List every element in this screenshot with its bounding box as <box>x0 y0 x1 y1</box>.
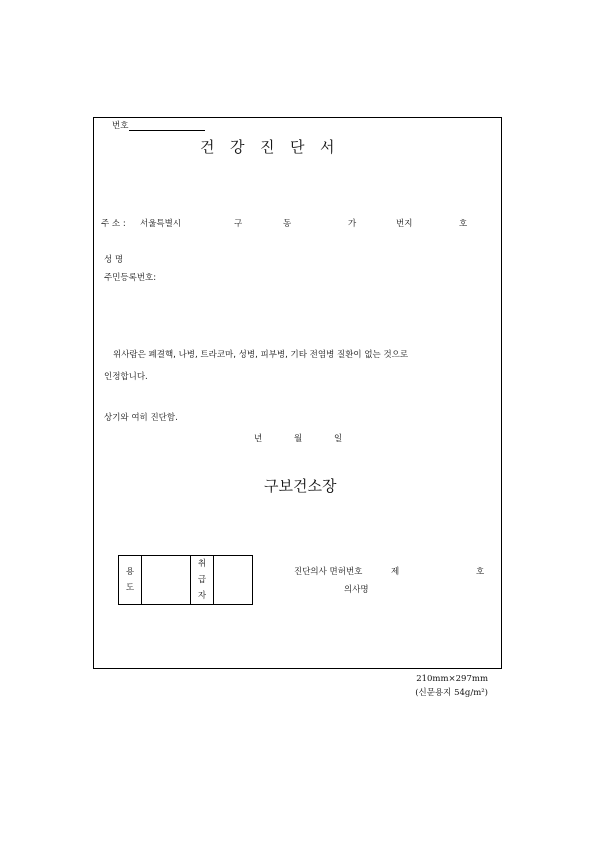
usage-label-cell <box>119 556 142 605</box>
address-ga: 가 <box>348 219 357 229</box>
health-statement-line2: 인정합니다. <box>104 372 148 382</box>
handler-value-cell <box>214 556 253 605</box>
usage-value-cell <box>142 556 191 605</box>
number-label: 번호 <box>112 121 129 131</box>
doctor-license-ho: 호 <box>476 567 485 577</box>
address-city: 서울특별시 <box>140 219 182 229</box>
date-month: 월 <box>294 434 303 444</box>
usage-char: 도 <box>125 583 135 593</box>
certificate-form-frame <box>93 117 502 669</box>
handler-char: 급 <box>197 575 207 585</box>
paper-spec: (신문용지 54g/m²) <box>415 688 488 698</box>
title-char: 서 <box>320 138 335 156</box>
title-char: 건 <box>200 138 215 156</box>
date-day: 일 <box>334 434 343 444</box>
handler-char: 자 <box>197 591 207 601</box>
handler-label-cell <box>191 556 214 605</box>
date-year: 년 <box>254 434 263 444</box>
usage-char: 용 <box>125 567 135 577</box>
health-statement-line1: 위사람은 폐결핵, 나병, 트라코마, 성병, 피부병, 기타 전염병 질환이 없는 것으로 <box>113 350 409 360</box>
number-field <box>112 119 205 131</box>
paper-size: 210mm×297mm <box>416 674 488 684</box>
doctor-license-label: 진단의사 면허번호 <box>294 567 363 577</box>
health-center-director: 구보건소장 <box>264 477 337 495</box>
address-label: 주 소 : <box>101 219 126 229</box>
resident-id-label: 주민등록번호: <box>104 273 157 283</box>
number-blank-line <box>129 121 205 131</box>
certify-statement: 상기와 여히 진단함. <box>104 413 178 423</box>
doctor-name-label: 의사명 <box>344 585 369 595</box>
name-label: 성 명 <box>104 255 124 265</box>
handler-char: 취 <box>197 559 207 569</box>
form-title <box>200 136 350 157</box>
address-beonji: 번지 <box>396 219 413 229</box>
doctor-license-je: 제 <box>391 567 400 577</box>
title-char: 진 <box>260 138 275 156</box>
address-dong: 동 <box>283 219 292 229</box>
address-gu: 구 <box>234 219 243 229</box>
address-ho: 호 <box>459 219 468 229</box>
title-char: 강 <box>230 138 245 156</box>
title-char: 단 <box>290 138 305 156</box>
usage-handler-table <box>118 555 253 605</box>
